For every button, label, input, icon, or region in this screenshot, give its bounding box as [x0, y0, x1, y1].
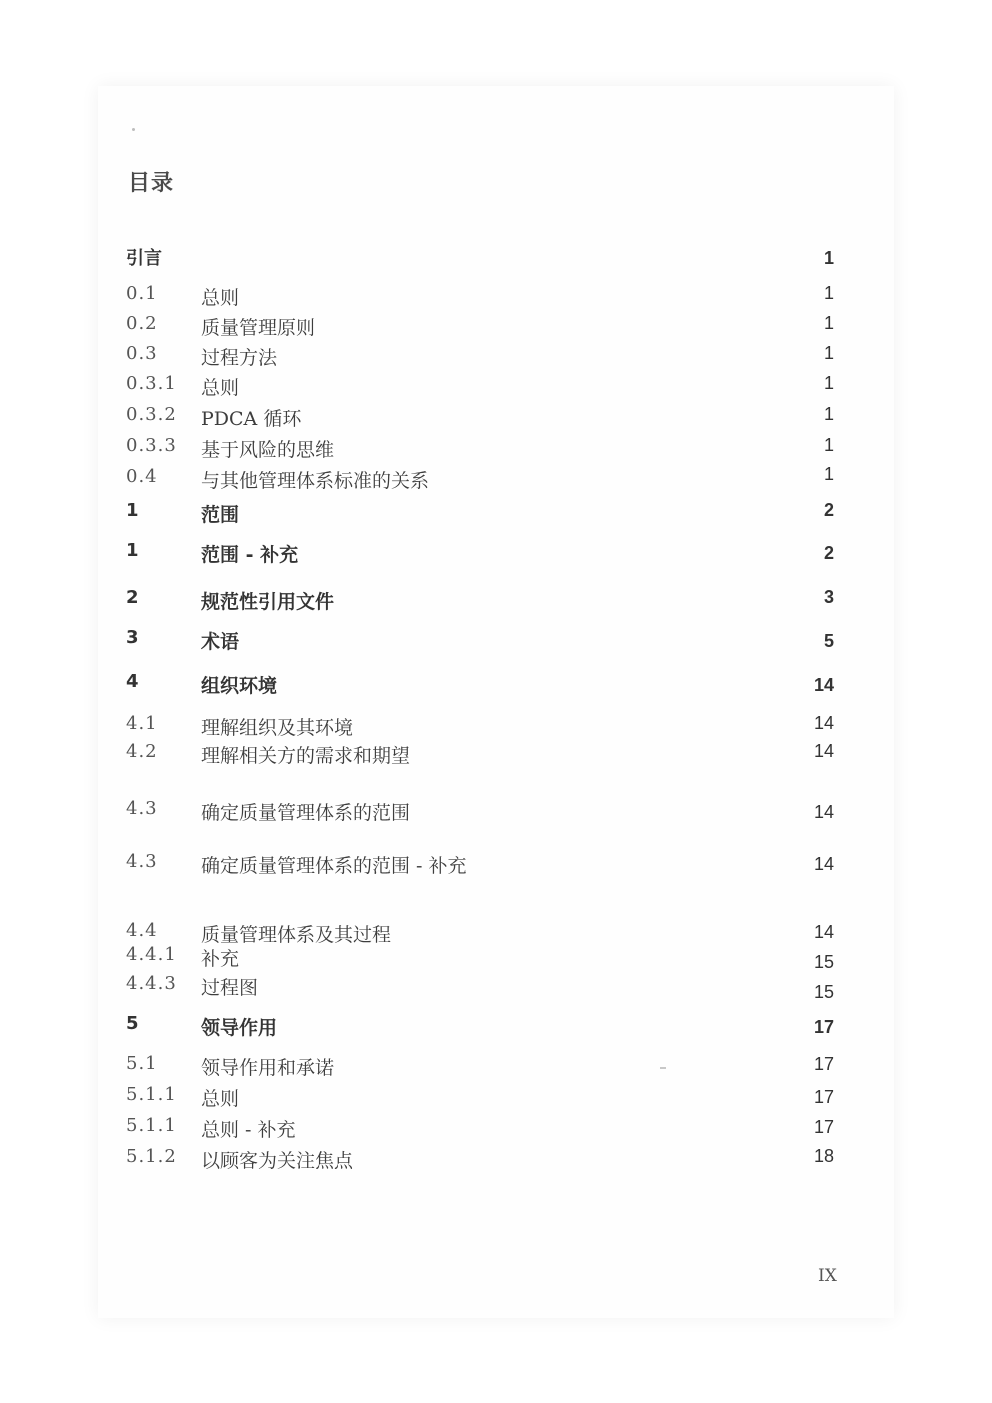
toc-entry-number: 5.1.2 — [126, 1146, 177, 1167]
toc-entry-page: 1 — [823, 404, 834, 424]
toc-entry-number: 1 — [126, 500, 139, 521]
toc-entry[interactable] — [0, 851, 992, 881]
toc-entry[interactable] — [0, 373, 992, 403]
toc-entry-title: 术语 — [201, 631, 240, 653]
toc-entry[interactable] — [0, 1013, 992, 1043]
toc-entry[interactable] — [0, 973, 992, 1003]
toc-entry[interactable] — [0, 741, 992, 771]
toc-entry-number: 0.3.1 — [126, 373, 177, 394]
toc-entry-title: 质量管理原则 — [201, 317, 316, 339]
toc-entry-number: 引言 — [126, 248, 162, 269]
toc-entry-number: 3 — [126, 627, 139, 648]
toc-entry-number: 4 — [126, 671, 139, 692]
scan-speck — [132, 128, 135, 131]
toc-entry-page: 14 — [813, 802, 834, 822]
toc-entry-title: 领导作用和承诺 — [201, 1057, 335, 1079]
toc-entry[interactable] — [0, 313, 992, 343]
toc-entry-page: 14 — [813, 922, 834, 942]
toc-entry-number: 4.4.1 — [126, 944, 177, 965]
toc-entry-title: 理解组织及其环境 — [201, 717, 354, 739]
toc-entry-page: 5 — [823, 631, 834, 651]
toc-entry-number: 5.1.1 — [126, 1115, 177, 1136]
toc-entry[interactable] — [0, 283, 992, 313]
toc-entry-title: 理解相关方的需求和期望 — [201, 745, 411, 767]
toc-entry-page: 1 — [823, 343, 834, 363]
toc-entry-page: 1 — [823, 435, 834, 455]
toc-entry[interactable] — [0, 1084, 992, 1114]
toc-entry[interactable] — [0, 1146, 992, 1176]
toc-entry-number: 0.3.2 — [126, 404, 177, 425]
toc-entry-page: 3 — [823, 587, 834, 607]
toc-entry-title: 总则 - 补充 — [201, 1119, 296, 1141]
toc-entry-page: 2 — [823, 543, 834, 563]
toc-entry-number: 1 — [126, 540, 139, 561]
toc-entry[interactable] — [0, 1115, 992, 1145]
toc-entry[interactable] — [0, 343, 992, 373]
toc-entry-title: 确定质量管理体系的范围 - 补充 — [201, 855, 467, 877]
toc-entry-page: 17 — [813, 1087, 834, 1107]
toc-entry-title: 过程图 — [201, 977, 259, 999]
toc-entry-page: 17 — [813, 1054, 834, 1074]
toc-entry-title: 范围 — [201, 504, 240, 526]
toc-entry-number: 0.2 — [126, 313, 158, 334]
toc-entry-page: 1 — [823, 248, 834, 268]
toc-entry-title: 总则 — [201, 287, 240, 309]
toc-entry[interactable] — [0, 435, 992, 465]
toc-entry[interactable] — [0, 587, 992, 617]
toc-entry-title: 确定质量管理体系的范围 — [201, 802, 411, 824]
toc-entry-page: 1 — [823, 313, 834, 333]
toc-entry-title: 质量管理体系及其过程 — [201, 924, 392, 946]
toc-entry[interactable] — [0, 466, 992, 496]
toc-entry-page: 18 — [813, 1146, 834, 1166]
toc-entry-title: 过程方法 — [201, 347, 278, 369]
toc-entry-number: 0.3 — [126, 343, 158, 364]
toc-entry-number: 5.1 — [126, 1053, 158, 1074]
toc-entry-page: 15 — [813, 982, 834, 1002]
toc-entry[interactable] — [0, 713, 992, 743]
toc-entry[interactable] — [0, 404, 992, 434]
toc-entry-number: 4.2 — [126, 741, 158, 762]
toc-entry[interactable] — [0, 1053, 992, 1083]
toc-entry[interactable] — [0, 798, 992, 828]
toc-entry[interactable] — [0, 540, 992, 570]
toc-entry-title: 以顾客为关注焦点 — [201, 1150, 354, 1172]
toc-entry-page: 17 — [813, 1117, 834, 1137]
toc-title: 目录 — [128, 171, 175, 196]
toc-entry-page: 1 — [823, 373, 834, 393]
toc-entry-page: 17 — [813, 1017, 834, 1037]
toc-entry-number: 4.3 — [126, 798, 158, 819]
toc-entry-title: PDCA 循环 — [201, 408, 302, 430]
toc-entry-page: 14 — [813, 741, 834, 761]
toc-entry[interactable] — [0, 671, 992, 701]
toc-entry[interactable] — [0, 944, 992, 974]
toc-entry-page: 14 — [813, 854, 834, 874]
toc-entry-number: 0.3.3 — [126, 435, 177, 456]
toc-entry-number: 4.3 — [126, 851, 158, 872]
toc-entry-title: 规范性引用文件 — [201, 591, 335, 613]
toc-entry-title: 组织环境 — [201, 675, 278, 697]
toc-entry-number: 0.1 — [126, 283, 158, 304]
toc-entry-introduction[interactable] — [0, 244, 992, 274]
toc-entry-title: 范围 - 补充 — [201, 544, 299, 566]
toc-entry-page: 14 — [813, 713, 834, 733]
toc-entry-number: 2 — [126, 587, 139, 608]
toc-entry-title: 与其他管理体系标准的关系 — [201, 470, 430, 492]
toc-entry-page: 2 — [823, 500, 834, 520]
toc-entry-number: 0.4 — [126, 466, 158, 487]
toc-entry[interactable] — [0, 627, 992, 657]
toc-entry-title: 基于风险的思维 — [201, 439, 335, 461]
toc-entry-page: 14 — [813, 675, 834, 695]
toc-entry-page: 15 — [813, 952, 834, 972]
toc-entry-title: 总则 — [201, 377, 240, 399]
page-number: IX — [818, 1266, 837, 1286]
toc-entry-title: 补充 — [201, 948, 240, 970]
toc-entry-number: 5.1.1 — [126, 1084, 177, 1105]
toc-entry-number: 4.4.3 — [126, 973, 177, 994]
toc-entry-number: 4.4 — [126, 920, 158, 941]
toc-entry-title: 总则 — [201, 1088, 240, 1110]
toc-entry-number: 5 — [126, 1013, 139, 1034]
toc-entry-number: 4.1 — [126, 713, 158, 734]
toc-entry-page: 1 — [823, 283, 834, 303]
toc-entry[interactable] — [0, 500, 992, 530]
toc-entry-title: 领导作用 — [201, 1017, 278, 1039]
toc-entry-page: 1 — [823, 464, 834, 484]
